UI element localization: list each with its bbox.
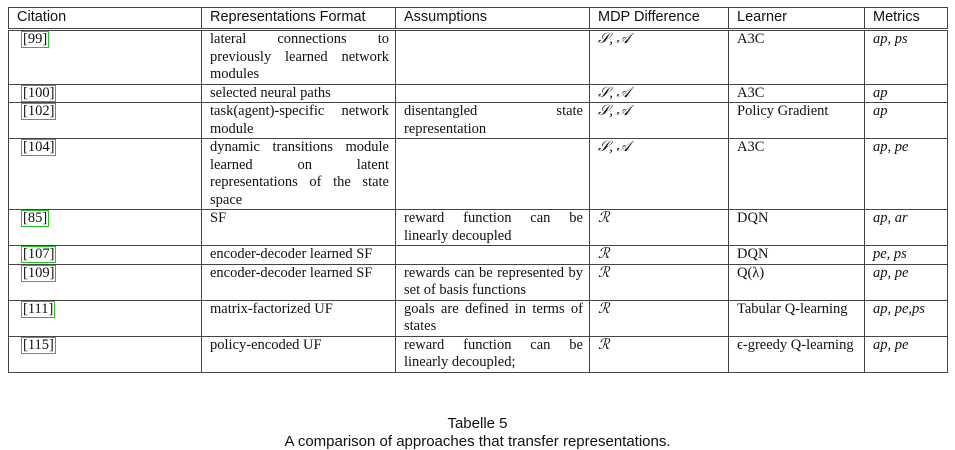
learner-cell: A3C [729,139,865,210]
citation-link[interactable]: [99] [23,31,48,47]
metrics-cell: ap, pe [865,139,948,210]
assumptions-cell: goals are defined in terms of states [396,300,590,336]
metrics-cell: ap, ar [865,210,948,246]
assumptions-cell: reward function can be linearly decoupled; [396,336,590,372]
assumptions-cell [396,84,590,103]
comparison-table-container [8,7,947,373]
header-representations-format: Representations Format [202,8,396,30]
format-cell: task(agent)-specific network module [202,103,396,139]
metrics-cell: ap, pe,ps [865,300,948,336]
citation-link[interactable]: [115] [23,336,54,353]
metrics-cell: ap, ps [865,30,948,85]
assumptions-cell [396,30,590,85]
mdp-cell: ℛ [590,300,729,336]
format-cell: selected neural paths [202,84,396,103]
metrics-cell: ap, pe [865,264,948,300]
table-row [9,336,948,372]
table-row [9,264,948,300]
header-metrics: Metrics [865,8,948,30]
citation-link[interactable]: [104] [23,139,55,155]
mdp-cell: ℛ [590,336,729,372]
learner-cell: Policy Gradient [729,103,865,139]
citation-link[interactable]: [109] [23,264,55,281]
mdp-cell: 𝒮, 𝒜 [590,84,729,103]
format-cell: lateral connections to previously learned network modules [202,30,396,85]
citation-link[interactable]: [85] [23,210,48,226]
format-cell: matrix-factorized UF [202,300,396,336]
learner-cell: A3C [729,30,865,85]
metrics-cell: pe, ps [865,246,948,265]
citation-link[interactable]: [107] [23,246,55,262]
mdp-cell: ℛ [590,210,729,246]
metrics-cell: ap, pe [865,336,948,372]
table-caption: A comparison of approaches that transfer representations. [284,433,671,450]
metrics-cell: ap [865,103,948,139]
header-learner: Learner [729,8,865,30]
table-row [9,103,948,139]
assumptions-cell: reward function can be linearly decoupled [396,210,590,246]
mdp-cell: 𝒮, 𝒜 [590,103,729,139]
mdp-cell: ℛ [590,264,729,300]
mdp-cell: ℛ [590,246,729,265]
format-cell: SF [202,210,396,246]
mdp-cell: 𝒮, 𝒜 [590,30,729,85]
table-row [9,30,948,85]
assumptions-cell [396,139,590,210]
assumptions-cell: disentangled state representation [396,103,590,139]
assumptions-cell [396,246,590,265]
comparison-table [8,7,948,373]
format-cell: encoder-decoder learned SF [202,246,396,265]
header-assumptions: Assumptions [396,8,590,30]
table-row [9,246,948,265]
assumptions-cell: rewards can be represented by set of basis functions [396,264,590,300]
learner-cell: DQN [729,246,865,265]
format-cell: dynamic transitions module learned on latent representations of the state space [202,139,396,210]
learner-cell: DQN [729,210,865,246]
format-cell: encoder-decoder learned SF [202,264,396,300]
header-mdp-difference: MDP Difference [590,8,729,30]
citation-link[interactable]: [111] [23,300,54,317]
table-label: Tabelle 5 [447,415,508,432]
table-row [9,139,948,210]
citation-link[interactable]: [102] [23,103,55,119]
mdp-cell: 𝒮, 𝒜 [590,139,729,210]
metrics-cell: ap [865,84,948,103]
table-row [9,84,948,103]
table-header-row [9,8,948,30]
learner-cell: A3C [729,84,865,103]
citation-link[interactable]: [100] [23,84,55,101]
table-row [9,300,948,336]
header-citation: Citation [9,8,202,30]
learner-cell: ϵ-greedy Q-learning [729,336,865,372]
learner-cell: Q(λ) [729,264,865,300]
table-row [9,210,948,246]
format-cell: policy-encoded UF [202,336,396,372]
learner-cell: Tabular Q-learning [729,300,865,336]
